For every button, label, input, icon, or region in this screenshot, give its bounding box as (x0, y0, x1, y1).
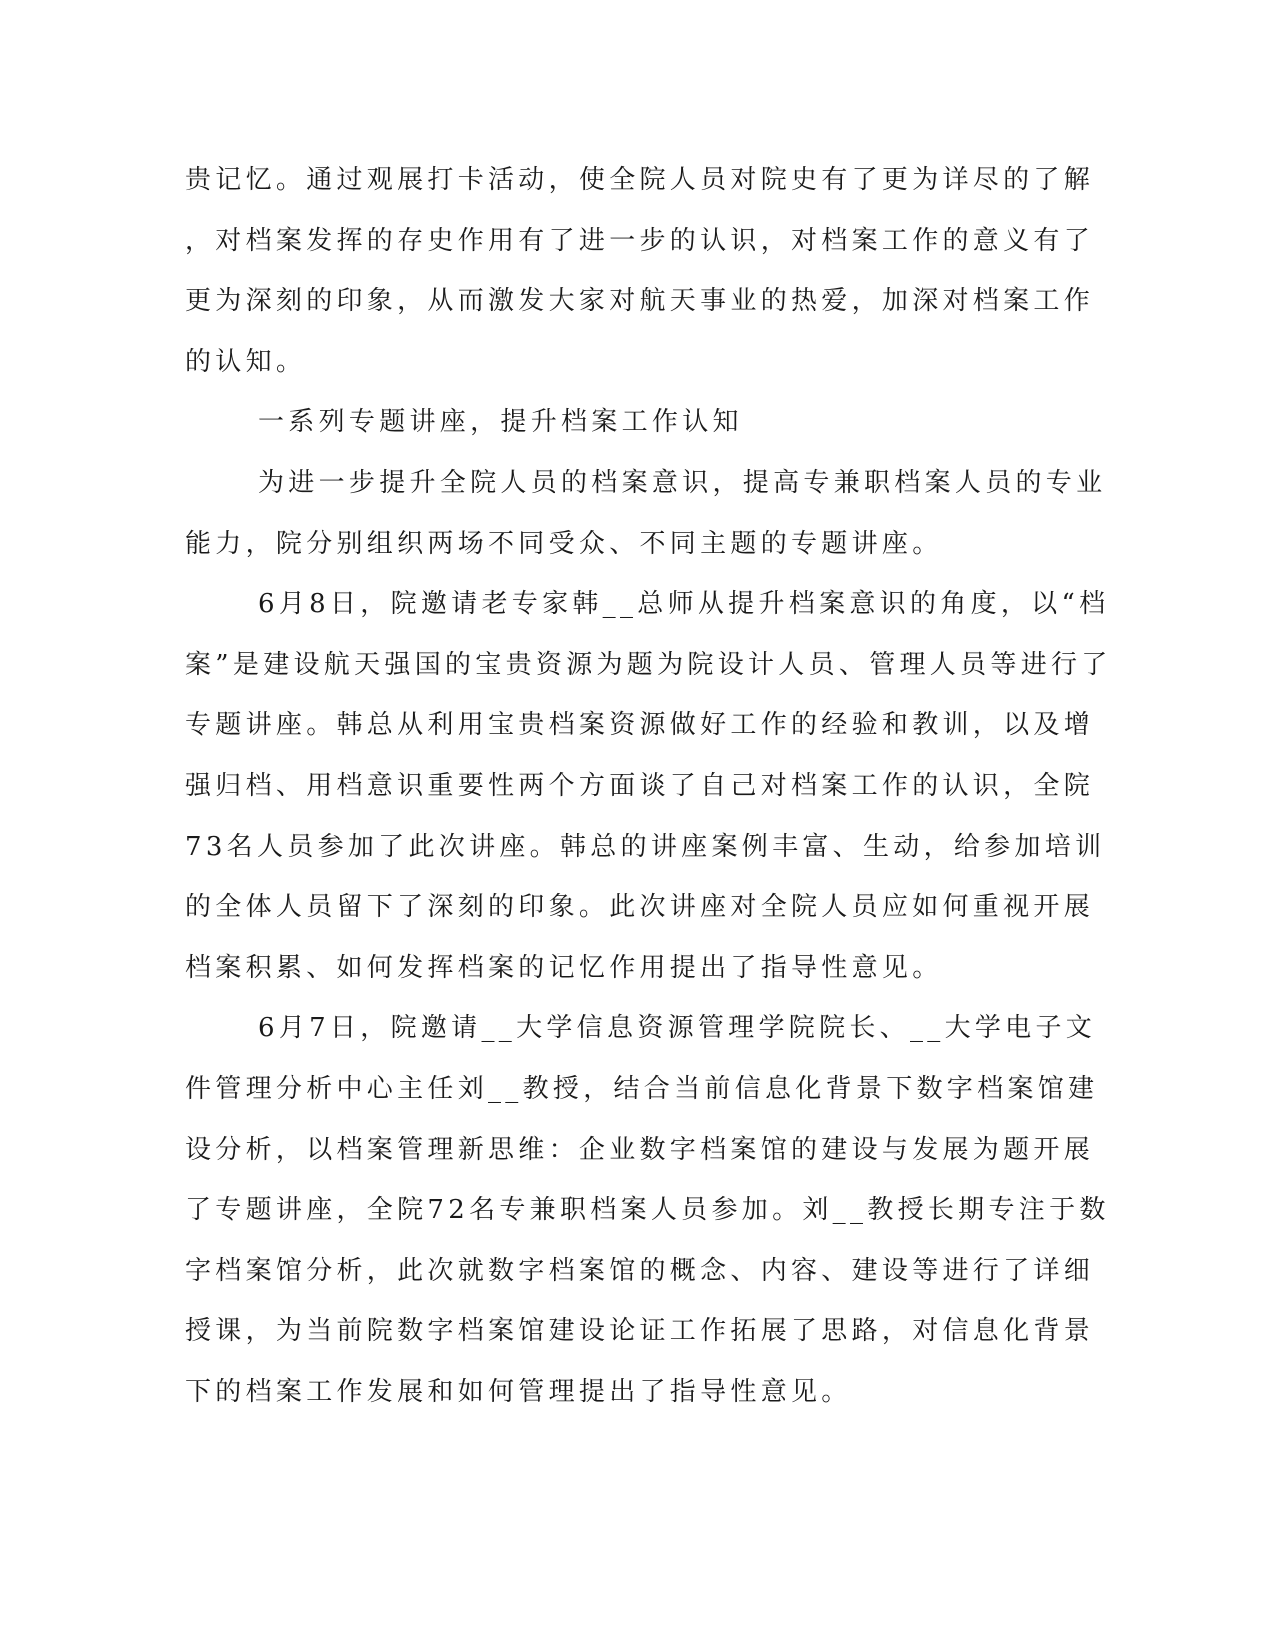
text-line: 案”是建设航天强国的宝贵资源为题为院设计人员、管理人员等进行了 (185, 649, 1112, 680)
text-line: ，对档案发挥的存史作用有了进一步的认识，对档案工作的意义有了 (185, 225, 1095, 256)
text-line: 更为深刻的印象，从而激发大家对航天事业的热爱，加深对档案工作 (185, 286, 1095, 317)
text-line: 设分析，以档案管理新思维：企业数字档案馆的建设与发展为题开展 (185, 1134, 1095, 1165)
text-line: 的全体人员留下了深刻的印象。此次讲座对全院人员应如何重视开展 (185, 892, 1095, 923)
text-line: 73名人员参加了此次讲座。韩总的讲座案例丰富、生动，给参加培训 (185, 831, 1106, 862)
text-line: 强归档、用档意识重要性两个方面谈了自己对档案工作的认识，全院 (185, 770, 1095, 801)
paragraph (185, 998, 1110, 1422)
text-line: 能力，院分别组织两场不同受众、不同主题的专题讲座。 (185, 528, 943, 559)
text-line: 授课，为当前院数字档案馆建设论证工作拓展了思路，对信息化背景 (185, 1316, 1095, 1347)
text-line: 6月7日，院邀请__大学信息资源管理学院院长、__大学电子文 (258, 1013, 1097, 1044)
text-line: 的认知。 (185, 346, 307, 377)
text-line: 贵记忆。通过观展打卡活动，使全院人员对院史有了更为详尽的了解 (185, 165, 1095, 195)
paragraph (185, 574, 1112, 998)
text-line: 为进一步提升全院人员的档案意识，提高专兼职档案人员的专业 (258, 467, 1107, 498)
text-line: 件管理分析中心主任刘__教授，结合当前信息化背景下数字档案馆建 (185, 1073, 1099, 1104)
text-line: 了专题讲座，全院72名专兼职档案人员参加。刘__教授长期专注于数 (185, 1195, 1110, 1226)
text-line: 档案积累、如何发挥档案的记忆作用提出了指导性意见。 (185, 952, 943, 983)
text-line: 字档案馆分析，此次就数字档案馆的概念、内容、建设等进行了详细 (185, 1255, 1095, 1286)
text-line: 6月8日，院邀请老专家韩__总师从提升档案意识的角度，以“档 (258, 589, 1110, 620)
heading-line: 一系列专题讲座，提升档案工作认知 (258, 407, 743, 438)
section-heading (185, 392, 1085, 453)
text-line: 下的档案工作发展和如何管理提出了指导性意见。 (185, 1376, 852, 1407)
text-line: 专题讲座。韩总从利用宝贵档案资源做好工作的经验和教训，以及增 (185, 710, 1095, 741)
document-body (185, 150, 1112, 1422)
paragraph (185, 453, 1107, 574)
paragraph (185, 150, 1095, 392)
